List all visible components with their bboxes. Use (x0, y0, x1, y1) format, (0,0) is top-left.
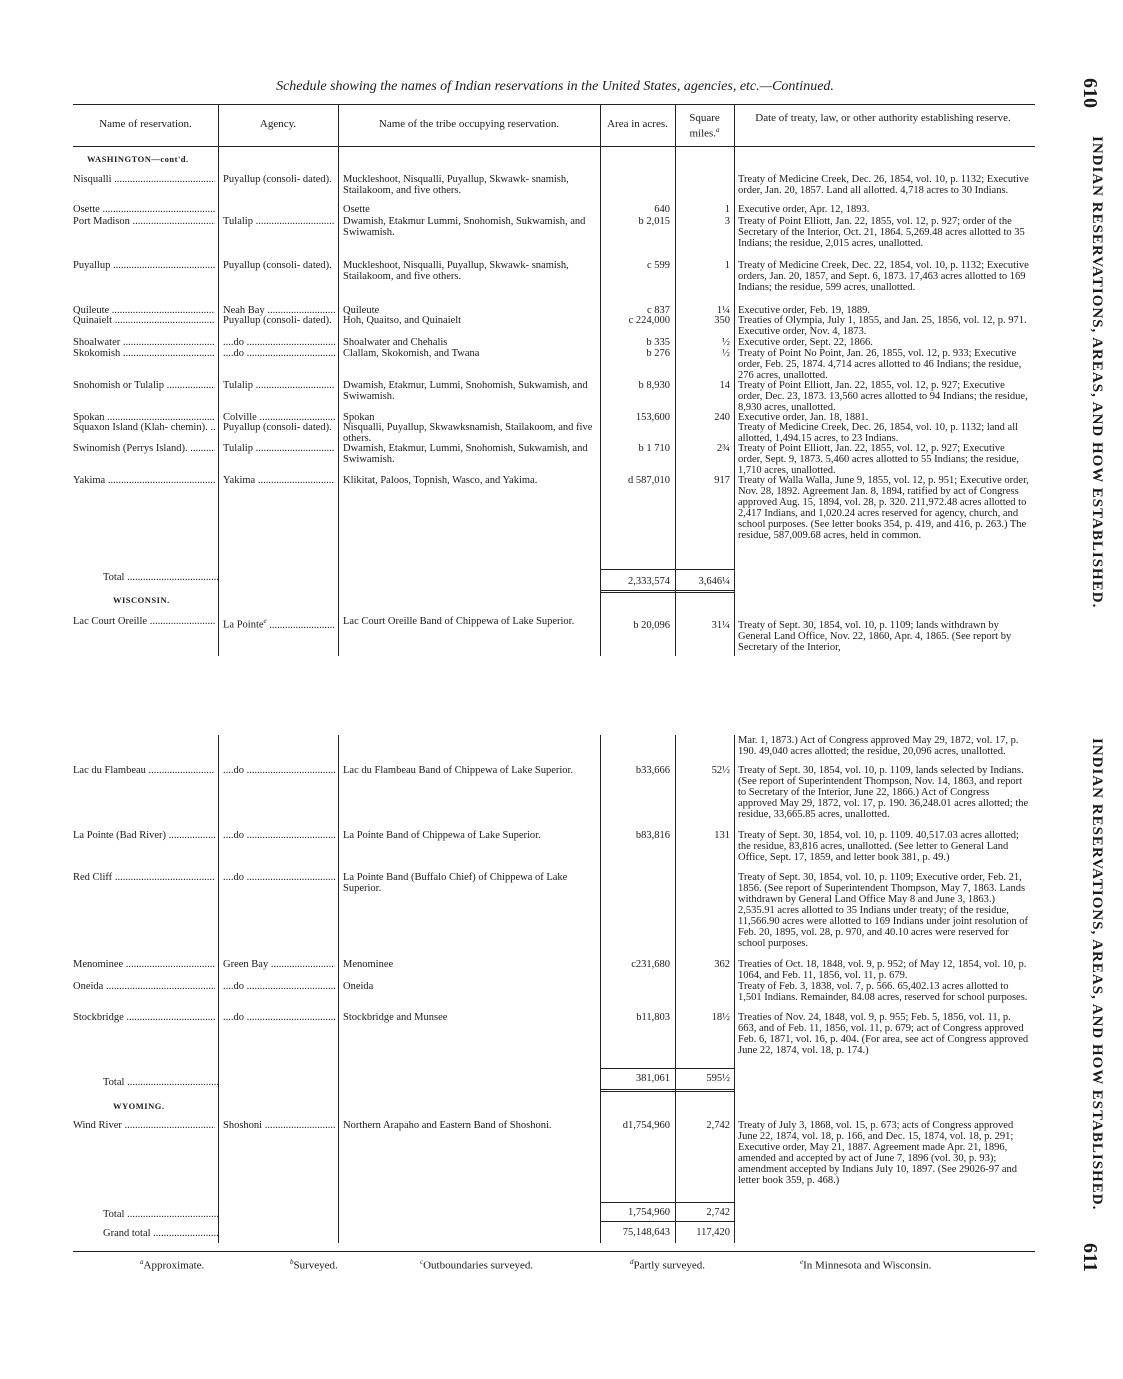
wi-row-treaty: Treaty of Sept. 30, 1854, vol. 10, p. 1109; Executive order, Feb. 21, 1856. (See report of Superintendent Thompson, May 7, 1863. Lands withdrawn by General Land Office May 8 and June 3, 1863.) 2,535.91 acres allotted to 35 Indians under treaty; of the residue, 11,566.90 acres were allotted to 169 Indians under joint resolution of Feb. 20, 1895, vol. 28, p. 970, and 40.10 acres were reserved for school purposes. (738, 872, 1029, 949)
wa-row-treaty: Executive order, Sept. 22, 1866. (738, 337, 873, 348)
row-lac-court-agency: La Pointe$^e$ ..... (223, 616, 335, 631)
table-caption: Schedule showing the names of Indian reservations in the United States, agencies, etc.—Continued. (276, 79, 834, 94)
wi-row-tribe: Menominee (343, 959, 394, 970)
header-tribe: Name of the tribe occupying reservation. (378, 118, 560, 130)
wi-row-tribe: La Pointe Band of Chippewa of Lake Superior. (343, 830, 541, 841)
row-wind-river-tribe: Northern Arapaho and Eastern Band of Shoshoni. (343, 1120, 552, 1131)
total-label-wi: Total ..... (103, 1077, 218, 1088)
wa-row-treaty: Treaty of Point Elliott, Jan. 22, 1855, vol. 12, p. 927; Executive order, Sept. 9, 1873. 5,460 acres allotted to 55 Indians; the residue, 1,710 acres, unallotted. (738, 443, 1019, 476)
total-area-wy: 1,754,960 (628, 1207, 670, 1218)
row-lac-court-sqmi: 31¼ (711, 620, 730, 631)
wa-row-agency: ....do ..... (223, 337, 335, 348)
wa-row-agency: Tulalip ..... (223, 443, 335, 454)
wa-row-tribe: Muckleshoot, Nisqualli, Puyallup, Skwawk- snamish, Stailakoom, and five others. (343, 174, 569, 196)
total-label-wy: Total ..... (103, 1209, 218, 1220)
wa-row-name: Swinomish (Perrys Island). ..... (73, 443, 215, 454)
wi-row-agency: ....do ..... (223, 981, 335, 992)
row-wind-river-name: Wind River ..... (73, 1120, 215, 1131)
wa-row-treaty: Treaty of Point No Point, Jan. 26, 1855, vol. 12, p. 933; Executive order, Feb. 25, 1874. 4,714 acres allotted to 46 Indians; the residue, 276 acres, unallotted. (738, 348, 1022, 381)
total-area-wa: 2,333,574 (628, 576, 670, 587)
wi-row-treaty: Treaty of Sept. 30, 1854, vol. 10, p. 1109, lands selected by Indians. (See report of Superintendent Thompson, Nov. 14, 1863, and report to Secretary of the Interior, June 22, 1866.) Act of Congress approved May 29, 1872, vol. 17, p. 190. 36,248.01 acres allotted; the residue, 33,665.85 acres, unallotted. (738, 765, 1029, 820)
wa-row-sqmi: 2¾ (716, 443, 730, 454)
wi-row-agency: ....do ..... (223, 830, 335, 841)
wi-row-treaty: Treaties of Oct. 18, 1848, vol. 9, p. 952; of May 12, 1854, vol. 10, p. 1064, and Feb. 11, 1856, vol. 11, p. 679. (738, 959, 1027, 981)
row-lac-court-area: b 20,096 (633, 620, 670, 631)
wa-row-name: Spokan ..... (73, 412, 215, 423)
wi-row-name: La Pointe (Bad River) ..... (73, 830, 215, 841)
wa-row-treaty: Treaties of Olympia, July 1, 1855, and Jan. 25, 1856, vol. 12, p. 971. Executive order, Nov. 4, 1873. (738, 315, 1027, 337)
wi-row-treaty: Treaties of Nov. 24, 1848, vol. 9, p. 955; Feb. 5, 1856, vol. 11, p. 663, and of Feb. 11, 1856, vol. 11, p. 679; act of Congress approved Feb. 6, 1871, vol. 16, p. 404. (For area, see act of Congress approved June 22, 1874, vol. 18, p. 174.) (738, 1012, 1029, 1056)
wa-row-treaty: Treaty of Medicine Creek, Dec. 26, 1854, vol. 10, p. 1132; Executive order, Jan. 20, 1857. Land all allotted. 4,718 acres to 30 Indians. (738, 174, 1029, 196)
wi-row-name: Lac du Flambeau ..... (73, 765, 215, 776)
total-sqmi-wi: 595½ (706, 1073, 730, 1084)
wa-row-sqmi: 3 (724, 216, 730, 227)
header-name: Name of reservation. (99, 118, 192, 130)
wa-row-area: 640 (654, 204, 670, 215)
wa-row-area: b 8,930 (638, 380, 670, 391)
table-bottom (73, 735, 1035, 1255)
wa-row-tribe: Nisqualli, Puyallup, Skwawksnamish, Stailakoom, and five others. (343, 422, 593, 444)
wa-row-sqmi: ½ (722, 337, 730, 348)
state-wisconsin: WISCONSIN. (113, 595, 170, 605)
wi-row-agency: ....do ..... (223, 765, 335, 776)
continuation-text: Mar. 1, 1873.) Act of Congress approved May 29, 1872, vol. 17, p. 190. 49,040 acres allotted; the residue, 20,096 acres, unallotted. (738, 735, 1019, 757)
wa-row-tribe: Spokan (343, 412, 375, 423)
wa-row-sqmi: 1 (724, 260, 730, 271)
row-lac-court-tribe: Lac Court Oreille Band of Chippewa of Lake Superior. (343, 616, 575, 627)
row-wind-river-sqmi: 2,742 (706, 1120, 730, 1131)
state-wyoming: WYOMING. (113, 1101, 165, 1111)
header-sqmi: Square miles.$^a$ (689, 112, 720, 140)
wi-row-tribe: Oneida (343, 981, 374, 992)
wa-row-sqmi: 14 (719, 380, 730, 391)
wa-row-tribe: Dwamish, Etakmur, Lummi, Snohomish, Sukwamish, and Swiwamish. (343, 443, 588, 465)
wa-row-area: c 224,000 (628, 315, 670, 326)
wa-row-treaty: Treaty of Medicine Creek, Dec. 26, 1854, vol. 10, p. 1132; land all allotted, 1,494.15 acres, to 23 Indians. (738, 422, 1019, 444)
wa-row-agency: Tulalip ..... (223, 380, 335, 391)
wa-row-name: Shoalwater ..... (73, 337, 215, 348)
wa-row-agency: ....do ..... (223, 348, 335, 359)
wi-row-area: b11,803 (636, 1012, 670, 1023)
wa-row-sqmi: 1¼ (716, 305, 730, 316)
row-wind-river-agency: Shoshoni ..... (223, 1120, 335, 1131)
wa-row-area: d 587,010 (628, 475, 670, 486)
wa-row-sqmi: 917 (714, 475, 730, 486)
wa-row-area: c 837 (646, 305, 670, 316)
wa-row-sqmi: 350 (714, 315, 730, 326)
wa-row-name: Quinaielt ..... (73, 315, 215, 326)
wi-row-name: Menominee ..... (73, 959, 215, 970)
row-lac-court-name: Lac Court Oreille ..... (73, 616, 215, 627)
total-label-wa: Total ..... (103, 572, 218, 583)
grand-total-label: Grand total ..... (103, 1228, 218, 1239)
running-head-top: INDIAN RESERVATIONS, AREAS, AND HOW ESTABLISHED. (1089, 136, 1105, 609)
table-top (73, 104, 1035, 656)
wi-row-tribe: Stockbridge and Munsee (343, 1012, 448, 1023)
footnote-item: $^c$Outboundaries surveyed. (420, 1258, 534, 1272)
wa-row-tribe: Quileute (343, 305, 380, 316)
wa-row-sqmi: 240 (714, 412, 730, 423)
wa-row-area: 153,600 (635, 412, 670, 423)
wi-row-sqmi: 52½ (711, 765, 730, 776)
wi-row-name: Red Cliff ..... (73, 872, 215, 883)
wa-row-treaty: Executive order, Apr. 12, 1893. (738, 204, 870, 215)
wi-row-tribe: Lac du Flambeau Band of Chippewa of Lake Superior. (343, 765, 574, 776)
page-number-left: 610 (1079, 78, 1101, 108)
wa-row-name: Snohomish or Tulalip ..... (73, 380, 215, 391)
wa-row-tribe: Muckleshoot, Nisqualli, Puyallup, Skwawk- snamish, Stailakoom, and five others. (343, 260, 569, 282)
header-area: Area in acres. (607, 118, 668, 130)
wa-row-agency: Puyallup (consoli- dated). ..... (223, 315, 335, 326)
wi-row-name: Stockbridge ..... (73, 1012, 215, 1023)
grand-total-sqmi: 117,420 (696, 1227, 730, 1238)
wa-row-tribe: Shoalwater and Chehalis (343, 337, 448, 348)
page-number-right: 611 (1079, 1243, 1101, 1272)
footnote-item: $^d$Partly surveyed. (630, 1258, 705, 1272)
wa-row-name: Squaxon Island (Klah- chemin). ..... (73, 422, 215, 433)
wa-row-area: b 335 (646, 337, 670, 348)
wa-row-tribe: Dwamish, Etakmur, Lummi, Snohomish, Sukwamish, and Swiwamish. (343, 380, 588, 402)
wa-row-treaty: Treaty of Medicine Creek, Dec. 22, 1854, vol. 10, p. 1132; Executive orders, Jan. 20, 1857, and Sept. 6, 1873. 17,463 acres allotted to 169 Indians; the residue, 599 acres, unallotted. (738, 260, 1029, 293)
grand-total-area: 75,148,643 (622, 1227, 670, 1238)
wi-row-name: Oneida ..... (73, 981, 215, 992)
wa-row-area: b 1 710 (638, 443, 670, 454)
wi-row-sqmi: 18½ (711, 1012, 730, 1023)
wa-row-tribe: Hoh, Quaitso, and Quinaielt (343, 315, 462, 326)
running-head-bottom: INDIAN RESERVATIONS, AREAS, AND HOW ESTABLISHED. (1089, 738, 1105, 1211)
row-lac-court-treaty: Treaty of Sept. 30, 1854, vol. 10, p. 1109; lands withdrawn by General Land Office, Nov. 22, 1860, Apr. 4, 1865. (See report by Secretary of the Interior, (738, 620, 1012, 653)
wa-row-agency: Yakima ..... (223, 475, 335, 486)
wi-row-area: b33,666 (635, 765, 670, 776)
wi-row-area: c231,680 (631, 959, 670, 970)
wa-row-sqmi: 1 (724, 204, 730, 215)
wa-row-agency: Puyallup (consoli- dated). ..... (223, 174, 335, 185)
total-area-wi: 381,061 (635, 1073, 670, 1084)
wa-row-treaty: Executive order, Jan. 18, 1881. (738, 412, 869, 423)
total-sqmi-wa: 3,646¼ (698, 576, 730, 587)
wa-row-agency: Neah Bay ..... (223, 305, 335, 316)
row-wind-river-area: d1,754,960 (622, 1120, 670, 1131)
wi-row-treaty: Treaty of Feb. 3, 1838, vol. 7, p. 566. 65,402.13 acres allotted to 1,501 Indians. Remainder, 84.08 acres, reserved for school purposes. (738, 981, 1028, 1003)
wa-row-tribe: Dwamish, Etakmur Lummi, Snohomish, Sukwamish, and Swiwamish. (343, 216, 586, 238)
wi-row-agency: ....do ..... (223, 872, 335, 883)
footnote-item: $^e$In Minnesota and Wisconsin. (800, 1258, 932, 1272)
wi-row-sqmi: 362 (714, 959, 730, 970)
wa-row-sqmi: ½ (722, 348, 730, 359)
wa-row-agency: Puyallup (consoli- dated). ..... (223, 260, 335, 271)
wa-row-agency: Tulalip ..... (223, 216, 335, 227)
wi-row-sqmi: 131 (714, 830, 730, 841)
wa-row-name: Quileute ..... (73, 305, 215, 316)
wa-row-tribe: Osette (343, 204, 370, 215)
wa-row-agency: Puyallup (consoli- dated). ..... (223, 422, 335, 433)
wa-row-treaty: Executive order, Feb. 19, 1889. (738, 305, 870, 316)
wa-row-name: Puyallup ..... (73, 260, 215, 271)
wa-row-agency: Colville ..... (223, 412, 335, 423)
wa-row-treaty: Treaty of Point Elliott, Jan. 22, 1855, vol. 12, p. 927; Executive order, Dec. 23, 1873. 13,560 acres allotted to 94 Indians; the residue, 8,930 acres, unallotted. (738, 380, 1028, 413)
wa-row-name: Yakima ..... (73, 475, 215, 486)
header-treaty: Date of treaty, law, or other authority establishing reserve. (755, 112, 1011, 124)
wa-row-name: Skokomish ..... (73, 348, 215, 359)
wa-row-area: c 599 (646, 260, 670, 271)
wa-row-name: Port Madison ..... (73, 216, 215, 227)
wa-row-treaty: Treaty of Walla Walla, June 9, 1855, vol. 12, p. 951; Executive order, Nov. 28, 1892. Agreement Jan. 8, 1894, ratified by act of Congress approved Aug. 15, 1894, vol. 28, p. 320. 211,972.48 acres allotted to 2,417 Indians, and 1,020.24 acres reserved for agency, church, and school purposes. (See letter books 354, p. 419, and 416, p. 263.) The residue, 587,009.68 acres, held in common. (738, 475, 1029, 541)
wa-row-name: Osette ..... (73, 204, 215, 215)
footnote-item: $^a$Approximate. (140, 1258, 205, 1272)
wa-row-name: Nisqualli ..... (73, 174, 215, 185)
wi-row-tribe: La Pointe Band (Buffalo Chief) of Chippewa of Lake Superior. (343, 872, 568, 894)
total-sqmi-wy: 2,742 (706, 1207, 730, 1218)
footnote-item: $^b$Surveyed. (290, 1258, 338, 1272)
header-agency: Agency. (259, 118, 297, 130)
wa-row-area: b 2,015 (638, 216, 670, 227)
wi-row-agency: Green Bay ..... (223, 959, 335, 970)
wa-row-area: b 276 (646, 348, 670, 359)
row-wind-river-treaty: Treaty of July 3, 1868, vol. 15, p. 673; acts of Congress approved June 22, 1874, vol. 18, p. 166, and Dec. 15, 1874, vol. 18, p. 291; Executive order, May 21, 1887. Agreement made Apr. 21, 1896, amended and accepted by act of June 7, 1896 (vol. 30, p. 93); amendment accepted by Indians July 10, 1897. (See 29026-97 and letter book 359, p. 468.) (738, 1120, 1018, 1186)
state-washington: WASHINGTON—cont'd. (87, 154, 189, 164)
wi-row-agency: ....do ..... (223, 1012, 335, 1023)
wa-row-tribe: Clallam, Skokomish, and Twana (343, 348, 480, 359)
wa-row-treaty: Treaty of Point Elliott, Jan. 22, 1855, vol. 12, p. 927; order of the Secretary of the Interior, Oct. 21, 1864. 5,269.48 acres allotted to 35 Indians; the residue, 2,015 acres, unallotted. (738, 216, 1025, 249)
wa-row-tribe: Klikitat, Paloos, Topnish, Wasco, and Yakima. (343, 475, 538, 486)
wi-row-treaty: Treaty of Sept. 30, 1854, vol. 10, p. 1109. 40,517.03 acres allotted; the residue, 83,816 acres, unallotted. (See letter to General Land Office, Sept. 17, 1859, and letter book 381, p. 49.) (738, 830, 1019, 863)
wi-row-area: b83,816 (635, 830, 670, 841)
